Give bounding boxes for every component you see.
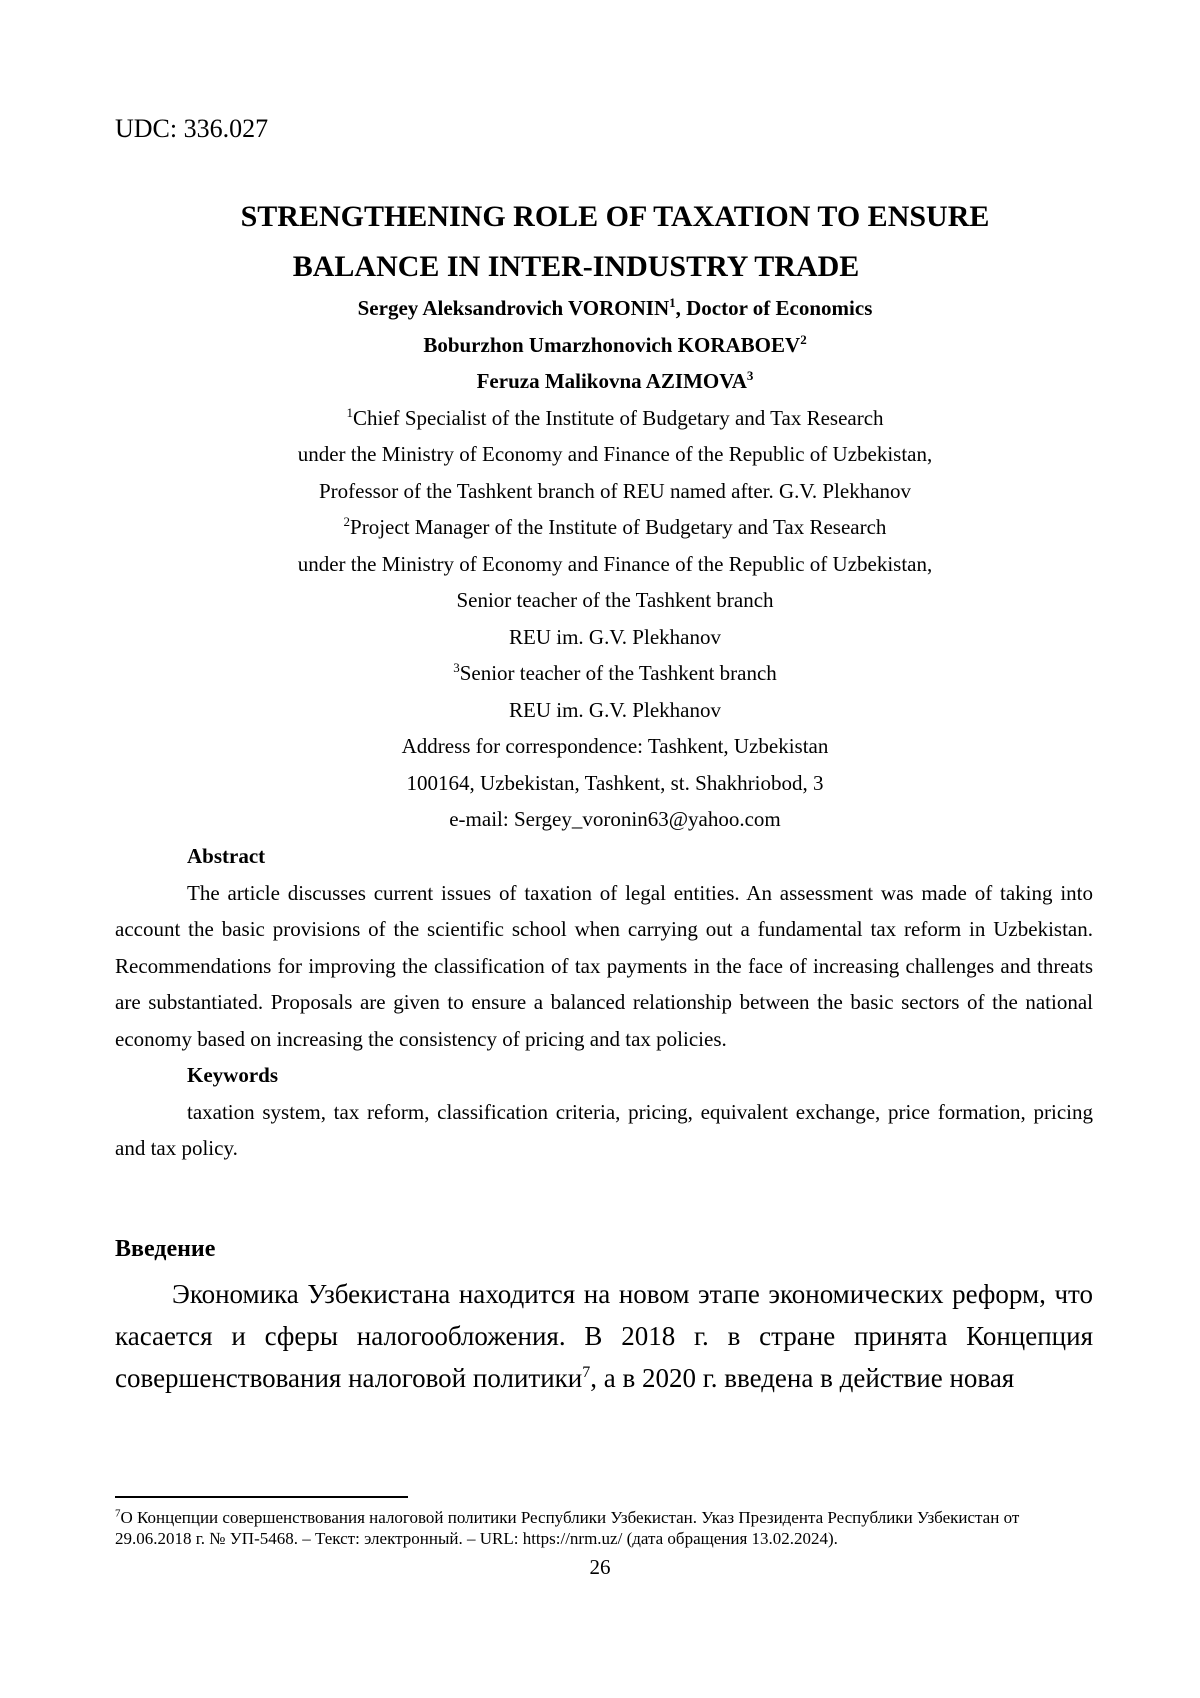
affiliation-mark: 1 — [346, 404, 353, 420]
introduction-heading: Введение — [115, 1236, 216, 1262]
introduction-text-part: Экономика Узбекистана находится на новом этапе экономических реформ, что касается и сферы налогообложения. В 2018 г. в стране принята Концепция совершенствования налоговой политики — [115, 1279, 1093, 1393]
title-line-2: BALANCE IN INTER-INDUSTRY TRADE — [292, 250, 860, 283]
udc-code: UDC: 336.027 — [115, 114, 269, 143]
affiliation-line — [115, 509, 1115, 546]
affiliation-text: Project Manager of the Institute of Budgetary and Tax Research — [350, 515, 887, 539]
footnote-text: О Концепции совершенствования налоговой политики Республики Узбекистан. Указ Президента Республики Узбекистан от 29.06.2018 г. № УП-5468. – Текст: электронный. – URL: https://nrm.uz/ (дата обращения 13.02.2024). — [115, 1508, 1020, 1548]
affiliation-line: REU im. G.V. Plekhanov — [509, 697, 721, 722]
affiliation-line: under the Ministry of Economy and Finance of the Republic of Uzbekistan, — [297, 551, 933, 576]
author-mark: 2 — [800, 331, 807, 347]
affiliation-mark: 2 — [343, 514, 351, 529]
author-block — [115, 290, 1115, 838]
abstract-text: The article discusses current issues of taxation of legal entities. An assessment was made of taking into account the basic provisions of the scientific school when carrying out a fundamental tax reform in Uzbekistan. Recommendations for improving the classification of tax payments in the face of increasing challenges and threats are substantiated. Proposals are given to ensure a balanced relationship between the basic sectors of the national economy based on increasing the consistency of pricing and tax policies. — [115, 880, 1093, 1051]
abstract-heading: Abstract — [187, 844, 266, 868]
author-line — [115, 327, 1115, 364]
keywords-text: taxation system, tax reform, classification criteria, pricing, equivalent exchange, price formation, pricing and tax policy. — [115, 1099, 1093, 1160]
introduction-text-part: , а в 2020 г. введена в действие новая — [590, 1363, 1015, 1393]
affiliation-line — [115, 655, 1115, 692]
affiliation-line: Senior teacher of the Tashkent branch — [456, 588, 774, 612]
footnote — [115, 1507, 1095, 1549]
footnote-divider — [115, 1496, 408, 1498]
author-line — [115, 290, 1115, 327]
affiliation-mark: 3 — [453, 660, 460, 675]
title-line-1: STRENGTHENING ROLE OF TAXATION TO ENSURE — [240, 200, 990, 233]
author-line — [115, 363, 1115, 400]
paper-title — [115, 192, 1115, 292]
introduction-text — [115, 1273, 1093, 1399]
address-line: Address for correspondence: Tashkent, Uzbekistan — [401, 734, 829, 758]
affiliation-text: Senior teacher of the Tashkent branch — [459, 661, 777, 685]
author-mark: 3 — [746, 368, 754, 383]
affiliation-line — [115, 400, 1115, 437]
author-name: Sergey Aleksandrovich VORONIN — [357, 296, 670, 320]
footnote-mark: 7 — [115, 1507, 121, 1520]
page-number: 26 — [589, 1555, 611, 1579]
keywords-heading: Keywords — [187, 1063, 278, 1087]
affiliation-text: Chief Specialist of the Institute of Budgetary and Tax Research — [352, 405, 884, 430]
footnote-reference: 7 — [582, 1364, 591, 1381]
author-name: Feruza Malikovna AZIMOVA — [476, 369, 747, 393]
affiliation-line: Professor of the Tashkent branch of REU named after. G.V. Plekhanov — [318, 478, 912, 503]
abstract-section — [115, 838, 1093, 1167]
email-line: e-mail: Sergey_voronin63@yahoo.com — [449, 807, 781, 831]
author-mark: 1 — [669, 295, 676, 310]
affiliation-line: under the Ministry of Economy and Finance of the Republic of Uzbekistan, — [297, 442, 933, 466]
introduction-section — [115, 1236, 1093, 1399]
author-name: Boburzhon Umarzhonovich KORABOEV — [423, 332, 801, 357]
address-line: 100164, Uzbekistan, Tashkent, st. Shakhriobod, 3 — [406, 770, 824, 795]
affiliation-line: REU im. G.V. Plekhanov — [509, 624, 721, 649]
author-degree: , Doctor of Economics — [675, 296, 873, 320]
